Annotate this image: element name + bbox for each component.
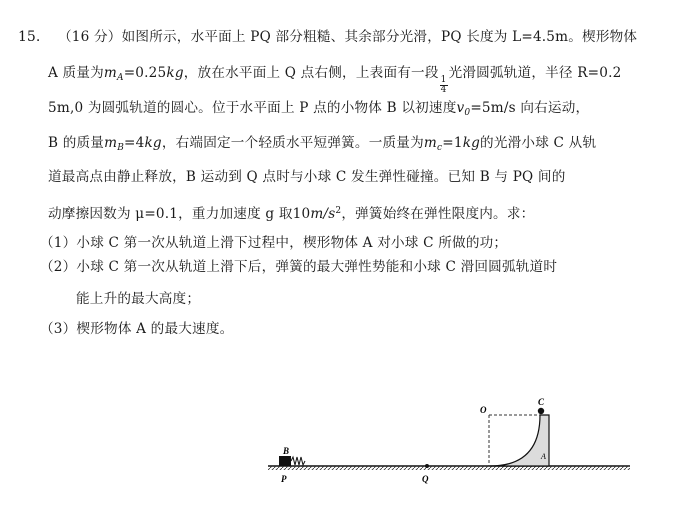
l2-c: ，放在水平面上 Q 点右侧，上表面有一段 [183,65,439,81]
l6-a: 动摩擦因数为 μ=0.1，重力加速度 g 取10 [48,206,311,222]
kg-unit: kg [462,135,481,151]
point-q [425,464,429,468]
question-1: （1）小球 C 第一次从轨道上滑下过程中，楔形物体 A 对小球 C 所做的功； [40,235,508,251]
velocity-subscript: 0 [464,108,471,118]
mass-b-subscript: B [117,143,125,153]
l4-d: =1 [442,135,463,151]
ball-c [538,408,544,414]
spring [291,457,305,465]
label-a: A [541,452,546,461]
l4-b: =4 [124,135,145,151]
label-o: O [480,405,487,415]
label-p: P [281,474,287,484]
accel-unit: m/s [310,206,336,222]
accel-unit-exp: 2 [335,206,342,216]
block-b [279,456,291,466]
problem-number: 15. [18,29,41,45]
l2-d: 光滑圆弧轨道，半径 R=0.2 [448,65,622,81]
mass-c-symbol: m [423,135,437,151]
problem-line-2 [48,64,621,95]
l3-b: =5m/s 向右运动， [470,100,590,116]
kg-unit: kg [144,135,162,151]
question-3: （3）楔形物体 A 的最大速度。 [40,321,234,337]
line1-text: 如图所示，水平面上 PQ 部分粗糙、其余部分光滑，PQ 长度为 L=4.5m。楔形物体 [121,29,638,45]
l4-e: 的光滑小球 C 从轨 [480,135,597,151]
problem-line-4 [48,134,596,157]
l5-text: 道最高点由静止释放，B 运动到 Q 点时与小球 C 发生弹性碰撞。已知 B 与 PQ 间的 [48,169,566,185]
problem-line-5 [48,168,566,186]
problem-line-1 [58,28,637,46]
problem-line-3 [48,99,589,122]
physics-diagram [266,396,636,500]
score: （16 分） [58,29,122,45]
l2-b: =0.25 [123,65,167,81]
mass-c-subscript: c [437,143,443,153]
label-c: C [538,397,545,407]
question-2-cont: 能上升的最大高度； [76,291,201,307]
mass-a-subscript: A [117,73,124,83]
kg-unit: kg [166,65,184,81]
l3-a: 5m,0 为圆弧轨道的圆心。位于水平面上 P 点的小物体 B 以初速度 [48,100,457,116]
ground-hatch [268,466,630,470]
question-2: （2）小球 C 第一次从轨道上滑下后，弹簧的最大弹性势能和小球 C 滑回圆弧轨道时 [40,259,558,275]
frac-num: 1 [440,75,447,85]
l6-b: ，弹簧始终在弹性限度内。求： [341,206,535,222]
label-b: B [283,446,290,456]
label-q: Q [422,474,429,484]
problem-line-6 [48,202,534,223]
mass-a-symbol: m [103,65,118,81]
l2-a: A 质量为 [48,65,104,81]
l4-c: ，右端固定一个轻质水平短弹簧。一质量为 [161,135,424,151]
mass-b-symbol: m [104,135,118,151]
quarter-fraction [440,76,448,95]
frac-den: 4 [440,85,447,95]
l4-a: B 的质量 [48,135,105,151]
velocity-symbol: v [456,100,465,116]
